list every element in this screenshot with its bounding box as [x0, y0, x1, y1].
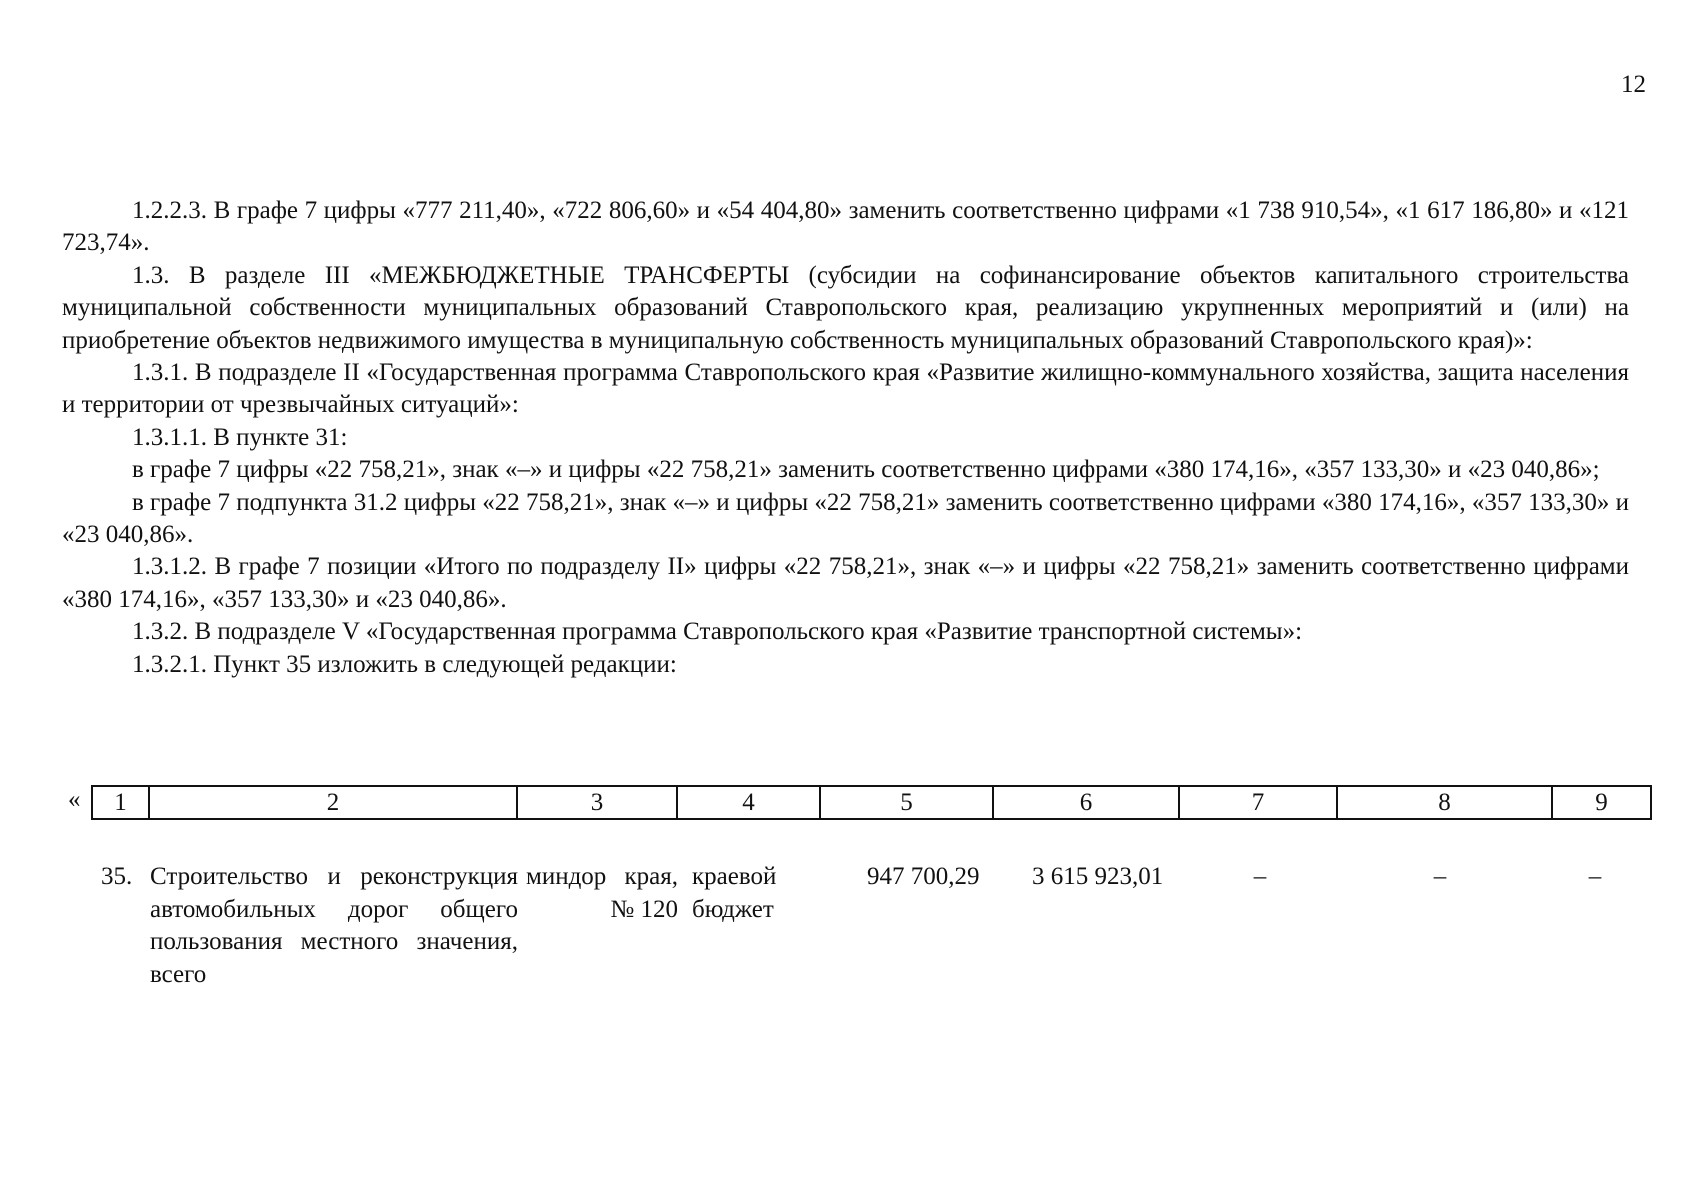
paragraph: 1.3.2. В подразделе V «Государственная программа Ставропольского края «Развитие транспортной системы»:: [132, 618, 1303, 646]
paragraph: 1.3.1.1. В пункте 31:: [132, 423, 348, 451]
paragraph: в графе 7 подпункта 31.2 цифры «22 758,21», знак «–» и цифры «22 758,21» заменить соответственно цифрами «380 174,16», «357 133,30» и «23 040,86».: [62, 488, 1629, 549]
header-cell-2: 2: [149, 786, 517, 819]
row-executor: миндор края, № 120: [526, 863, 678, 923]
header-cell-3: 3: [517, 786, 677, 819]
row-value-col5: 947 700,29: [867, 863, 980, 890]
header-cell-1: 1: [92, 786, 149, 819]
table-open-quote: «: [68, 786, 81, 813]
row-value-col6: 3 615 923,01: [1032, 863, 1164, 890]
paragraph: 1.3.2.1. Пункт 35 изложить в следующей редакции:: [132, 650, 677, 678]
paragraph: 1.2.2.3. В графе 7 цифры «777 211,40», «722 806,60» и «54 404,80» заменить соответственно цифрами «1 738 910,54», «1 617 186,80» и «121 723,74».: [62, 197, 1629, 257]
page-number: 12: [1621, 71, 1646, 98]
header-cell-6: 6: [993, 786, 1179, 819]
row-object-name: Строительство и реконструкция автомобильных дорог общего пользования местного значения, всего: [150, 863, 518, 988]
paragraph: 1.3.1.2. В графе 7 позиции «Итого по подразделу II» цифры «22 758,21», знак «–» и цифры «22 758,21» заменить соответственно цифрами «380 174,16», «357 133,30» и «23 040,86».: [62, 553, 1629, 613]
header-cell-5: 5: [820, 786, 993, 819]
document-body: [62, 195, 1629, 681]
header-cell-9: 9: [1552, 786, 1651, 819]
row-value-col9: –: [1588, 863, 1602, 890]
row-value-col7: –: [1253, 863, 1267, 890]
paragraph: в графе 7 цифры «22 758,21», знак «–» и цифры «22 758,21» заменить соответственно цифрами «380 174,16», «357 133,30» и «23 040,86»;: [132, 456, 1600, 484]
row-value-col8: –: [1433, 863, 1447, 890]
paragraph: 1.3.1. В подразделе II «Государственная программа Ставропольского края «Развитие жилищно-коммунального хозяйства, защита населения и территории от чрезвычайных ситуаций»:: [62, 359, 1629, 419]
header-cell-7: 7: [1179, 786, 1337, 819]
header-cell-4: 4: [677, 786, 820, 819]
paragraph: 1.3. В разделе III «МЕЖБЮДЖЕТНЫЕ ТРАНСФЕРТЫ (субсидии на софинансирование объектов капитального строительства муниципальной собственности муниципальных образований Ставропольского края, реализацию укрупненных мероприятий и (или) на приобретение объектов недвижимого имущества в муниципальную собственность муниципальных образований Ставропольского края)»:: [62, 261, 1629, 354]
column-numbers-header: [91, 785, 1652, 820]
header-cell-8: 8: [1337, 786, 1552, 819]
row-budget-source: краевой бюджет: [692, 863, 777, 923]
row-number: 35.: [101, 863, 133, 890]
